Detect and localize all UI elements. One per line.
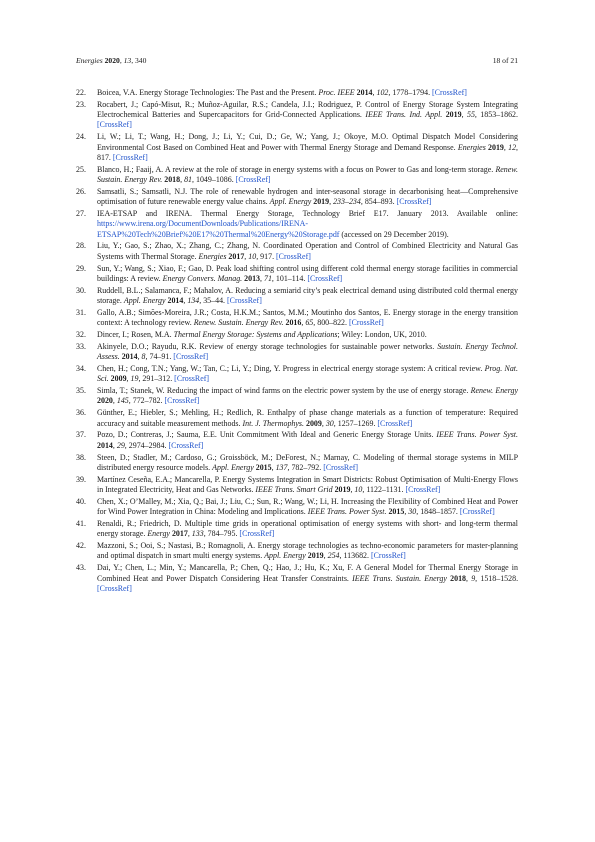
reference-year: 2014 bbox=[167, 296, 184, 306]
reference-text: , bbox=[404, 507, 409, 517]
reference-italic: 137 bbox=[275, 462, 288, 472]
reference-italic: 233–234 bbox=[333, 197, 361, 207]
reference-item bbox=[76, 563, 518, 594]
journal-volume: 13 bbox=[123, 56, 132, 65]
reference-italic: 65 bbox=[305, 318, 314, 328]
reference-italic: Proc. IEEE bbox=[318, 88, 355, 97]
crossref-link[interactable]: [CrossRef] bbox=[276, 251, 311, 261]
crossref-link[interactable]: [CrossRef] bbox=[239, 529, 275, 539]
reference-italic: 81 bbox=[184, 175, 193, 185]
reference-number: 37. bbox=[76, 430, 86, 440]
reference-text: , 2974–2984. bbox=[124, 440, 169, 450]
page-header bbox=[76, 56, 518, 68]
reference-year: 2018 bbox=[450, 573, 467, 583]
reference-text: , 1049–1086. bbox=[192, 175, 236, 185]
reference-italic: 134 bbox=[187, 296, 200, 306]
crossref-link[interactable]: [CrossRef] bbox=[432, 88, 467, 97]
crossref-link[interactable]: [CrossRef] bbox=[377, 418, 413, 428]
reference-number: 39. bbox=[76, 474, 86, 484]
reference-item bbox=[76, 165, 518, 186]
reference-italic: 9 bbox=[471, 573, 476, 583]
reference-text: , bbox=[260, 273, 264, 283]
reference-text: ; Wiley: London, UK, 2010. bbox=[337, 330, 427, 339]
reference-italic: IEEE Trans. Power Syst. bbox=[307, 507, 387, 517]
reference-number: 25. bbox=[76, 164, 86, 174]
reference-number: 43. bbox=[76, 563, 86, 573]
reference-italic: 145 bbox=[116, 396, 129, 406]
crossref-link[interactable]: [CrossRef] bbox=[97, 583, 132, 593]
reference-italic: Sustain. Energy Technol. Assess. bbox=[97, 341, 518, 362]
reference-italic: Appl. Energy bbox=[269, 197, 312, 207]
reference-italic: Renew. Sustain. Energy Rev. bbox=[193, 318, 284, 328]
reference-text: , bbox=[244, 251, 249, 261]
reference-text: Samsatli, S.; Samsatli, N.J. The role of renewable hydrogen and inter-seasonal storage in decarbonising heat—Comprehensive optimisation of future renewable energy value chains. bbox=[97, 186, 518, 207]
reference-italic: IEEE Trans. Smart Grid bbox=[255, 484, 333, 494]
reference-italic: 8 bbox=[141, 352, 146, 362]
reference-item bbox=[76, 408, 518, 429]
reference-text: IEA-ETSAP and IRENA. Thermal Energy Storage, Technology Brief E17. January 2013. Available online: bbox=[97, 209, 518, 218]
reference-number: 40. bbox=[76, 496, 86, 506]
reference-text: , 782–792. bbox=[287, 462, 324, 472]
reference-italic: 133 bbox=[191, 529, 204, 539]
reference-text: , 1518–1528. bbox=[475, 573, 519, 583]
reference-text: , 113682. bbox=[339, 551, 371, 561]
crossref-link[interactable]: [CrossRef] bbox=[459, 507, 495, 517]
reference-text: , bbox=[180, 175, 185, 185]
reference-text: Ruddell, B.L.; Salamanca, F.; Mahalov, A. Reducing a semiarid city’s peak electrical demand using distributed cold thermal energy storage. bbox=[97, 285, 518, 306]
crossref-link[interactable]: [CrossRef] bbox=[370, 551, 406, 561]
reference-text: Gallo, A.B.; Simões-Moreira, J.R.; Costa, H.K.M.; Santos, M.M.; Moutinho dos Santos, E. Energy storage in the energy transition context: A technology review. bbox=[97, 307, 518, 328]
reference-italic: Appl. Energy bbox=[212, 462, 254, 472]
reference-italic: 19 bbox=[130, 374, 139, 384]
reference-text: Chen, X.; O’Malley, M.; Xia, Q.; Bai, J.; Liu, C.; Sun, R.; Wang, W.; Li, H. Increasing the Flexibility of Combined Heat and Power for Wind Power Integration in China: Modeling and Implications. bbox=[97, 496, 518, 517]
reference-year: 2009 bbox=[305, 418, 322, 428]
reference-italic: Renew. Energy bbox=[470, 386, 518, 396]
crossref-link[interactable]: [CrossRef] bbox=[112, 152, 148, 162]
reference-text: Boicea, V.A. Energy Storage Technologies: The Past and the Present. bbox=[97, 88, 319, 97]
crossref-link[interactable]: [CrossRef] bbox=[396, 197, 432, 207]
reference-italic: Energy Convers. Manag. bbox=[162, 273, 243, 283]
reference-list bbox=[76, 88, 518, 596]
reference-year: 2015 bbox=[388, 507, 405, 517]
reference-year: 2019 bbox=[334, 484, 351, 494]
reference-number: 36. bbox=[76, 408, 86, 418]
reference-italic: 29 bbox=[116, 440, 125, 450]
article-number: 340 bbox=[135, 56, 147, 65]
reference-text: , 1122–1131. bbox=[362, 484, 406, 494]
reference-number: 41. bbox=[76, 518, 86, 528]
reference-text: , bbox=[187, 529, 192, 539]
reference-text: , bbox=[126, 374, 131, 384]
reference-item bbox=[76, 241, 518, 262]
reference-italic: 30 bbox=[408, 507, 417, 517]
reference-item bbox=[76, 364, 518, 385]
reference-text: , bbox=[372, 88, 377, 97]
reference-item bbox=[76, 286, 518, 307]
reference-italic: Renew. Sustain. Energy Rev. bbox=[97, 164, 518, 185]
reference-number: 31. bbox=[76, 307, 86, 317]
reference-url-link[interactable]: https://www.irena.org/DocumentDownloads/Publications/IRENA-ETSAP%20Tech%20Brief%20E17%20Thermal%20Energy%20Storage.pdf bbox=[97, 219, 340, 239]
reference-item bbox=[76, 100, 518, 131]
reference-text: Mazzoni, S.; Ooi, S.; Nastasi, B.; Romagnoli, A. Energy storage technologies as techno-economic parameters for master-planning and optimal dispatch in smart multi energy systems. bbox=[97, 541, 518, 561]
reference-text: Pozo, D.; Contreras, J.; Sauma, E.E. Unit Commitment With Ideal and Generic Energy Storage Units. bbox=[97, 430, 437, 440]
reference-item bbox=[76, 330, 518, 340]
reference-item bbox=[76, 497, 518, 518]
reference-item bbox=[76, 342, 518, 363]
reference-italic: 10 bbox=[248, 251, 257, 261]
reference-italic: 30 bbox=[325, 418, 334, 428]
reference-year: 2018 bbox=[164, 175, 181, 185]
reference-text: Li, W.; Li, T.; Wang, H.; Dong, J.; Li, Y.; Cui, D.; Ge, W.; Yang, J.; Okoye, M.O. Optimal Dispatch Model Considering Environmental Cost Based on Combined Heat and Power with Thermal Energy Storage and Demand Response. bbox=[97, 132, 518, 152]
reference-text: Rocabert, J.; Capó-Misut, R.; Muñoz-Aguilar, R.S.; Candela, J.I.; Rodriguez, P. Control of Energy Storage System Integrating Electrochemical Batteries and Supercapacitors for Grid-Connected Applications. bbox=[97, 99, 518, 120]
reference-year: 2015 bbox=[255, 462, 272, 472]
reference-text: , bbox=[503, 142, 509, 152]
reference-italic: IEEE Trans. Ind. Appl. bbox=[365, 110, 443, 120]
reference-text: Martínez Ceseña, E.A.; Mancarella, P. Energy Systems Integration in Smart Districts: Robust Optimisation of Multi-Energy Flows in Integrated Electricity, Heat and Gas Networks. bbox=[97, 474, 518, 494]
crossref-link[interactable]: [CrossRef] bbox=[405, 484, 441, 494]
reference-text: , bbox=[323, 551, 328, 561]
reference-italic: 10 bbox=[354, 484, 363, 494]
reference-item bbox=[76, 209, 518, 240]
reference-text: , 101–114. bbox=[271, 273, 308, 283]
crossref-link[interactable]: [CrossRef] bbox=[307, 273, 343, 283]
reference-text: , bbox=[321, 418, 326, 428]
journal-citation: Energies 2020, 13, 340 bbox=[76, 56, 147, 65]
reference-text: Akinyele, D.O.; Rayudu, R.K. Review of energy storage technologies for sustainable power networks. bbox=[97, 341, 438, 351]
crossref-link[interactable]: [CrossRef] bbox=[168, 440, 204, 450]
reference-text: , 784–795. bbox=[203, 529, 240, 539]
reference-number: 26. bbox=[76, 186, 86, 196]
reference-year: 2014 bbox=[121, 352, 138, 362]
reference-number: 28. bbox=[76, 241, 86, 251]
reference-year: 2019 bbox=[445, 110, 462, 120]
reference-item bbox=[76, 430, 518, 451]
reference-italic: 254 bbox=[327, 551, 340, 561]
reference-item bbox=[76, 187, 518, 208]
crossref-link[interactable]: [CrossRef] bbox=[173, 352, 209, 362]
reference-text: , bbox=[137, 352, 142, 362]
reference-year: 2009 bbox=[110, 374, 127, 384]
reference-number: 29. bbox=[76, 263, 86, 273]
reference-text: , 800–822. bbox=[313, 318, 349, 328]
reference-number: 27. bbox=[76, 209, 86, 218]
reference-item bbox=[76, 308, 518, 329]
crossref-link[interactable]: [CrossRef] bbox=[348, 318, 384, 328]
reference-italic: Prog. Nat. Sci. bbox=[97, 363, 518, 384]
reference-text: , bbox=[329, 197, 334, 207]
reference-text: , bbox=[183, 296, 188, 306]
reference-number: 24. bbox=[76, 132, 86, 142]
reference-text: , 772–782. bbox=[128, 396, 165, 406]
reference-number: 33. bbox=[76, 341, 86, 351]
reference-number: 38. bbox=[76, 452, 86, 462]
reference-item bbox=[76, 475, 518, 496]
crossref-link[interactable]: [CrossRef] bbox=[235, 175, 271, 185]
reference-text: , bbox=[112, 396, 117, 406]
reference-text: , bbox=[466, 573, 472, 583]
reference-item bbox=[76, 88, 518, 98]
reference-year: 2017 bbox=[228, 251, 245, 261]
reference-text: Sun, Y.; Wang, S.; Xiao, F.; Gao, D. Peak load shifting control using different cold thermal energy storage facilities in commercial buildings: A review. bbox=[97, 263, 518, 283]
reference-text: , bbox=[461, 110, 467, 120]
reference-italic: Int. J. Thermophys. bbox=[242, 418, 304, 428]
reference-text: , 917. bbox=[256, 251, 277, 261]
reference-italic: Energies bbox=[457, 142, 486, 152]
reference-text: , 1853–1862. bbox=[474, 110, 519, 120]
reference-text: Dincer, I.; Rosen, M.A. bbox=[97, 330, 174, 339]
reference-year: 2013 bbox=[244, 273, 261, 283]
crossref-link[interactable]: [CrossRef] bbox=[174, 374, 210, 384]
reference-italic: 12 bbox=[508, 142, 517, 152]
reference-text: Simla, T.; Stanek, W. Reducing the impact of wind farms on the electric power system by the use of energy storage. bbox=[97, 386, 471, 396]
reference-year: 2014 bbox=[97, 440, 113, 450]
reference-item bbox=[76, 453, 518, 474]
reference-item bbox=[76, 519, 518, 540]
reference-text: Steen, D.; Stadler, M.; Cardoso, G.; Groissböck, M.; DeForest, N.; Marnay, C. Modeling of thermal storage systems in MILP distributed energy resource models. bbox=[97, 452, 518, 472]
reference-italic: 102 bbox=[376, 88, 389, 97]
reference-text: , bbox=[271, 462, 276, 472]
reference-text: Günther, E.; Hiebler, S.; Mehling, H.; Redlich, R. Enthalpy of phase change materials as a function of temperature: Required accuracy and suitable measurement methods. bbox=[97, 408, 518, 428]
reference-number: 35. bbox=[76, 386, 86, 396]
reference-italic: Energies bbox=[198, 251, 227, 261]
reference-text: (accessed on 29 December 2019). bbox=[339, 229, 449, 239]
crossref-link[interactable]: [CrossRef] bbox=[97, 120, 132, 130]
reference-number: 32. bbox=[76, 330, 86, 339]
reference-year: 2019 bbox=[313, 197, 330, 207]
reference-year: 2016 bbox=[285, 318, 302, 328]
reference-number: 30. bbox=[76, 285, 86, 295]
reference-number: 22. bbox=[76, 88, 86, 97]
reference-text: , 291–312. bbox=[138, 374, 175, 384]
reference-year: 2014 bbox=[356, 88, 373, 97]
reference-text: , 817. bbox=[97, 142, 519, 162]
journal-year: 2020 bbox=[104, 56, 120, 65]
reference-text: Renaldi, R.; Friedrich, D. Multiple time grids in operational optimisation of energy systems with short- and long-term thermal energy storage. bbox=[97, 518, 518, 539]
reference-text: , 854–893. bbox=[360, 197, 397, 207]
crossref-link[interactable]: [CrossRef] bbox=[164, 396, 200, 406]
reference-number: 23. bbox=[76, 99, 86, 109]
crossref-link[interactable]: [CrossRef] bbox=[323, 462, 359, 472]
reference-text: Chen, H.; Cong, T.N.; Yang, W.; Tan, C.; Li, Y.; Ding, Y. Progress in electrical energy storage system: A critical review. bbox=[97, 363, 485, 373]
page-number: 18 of 21 bbox=[492, 56, 518, 65]
reference-italic: Appl. Energy bbox=[123, 296, 166, 306]
reference-item bbox=[76, 264, 518, 285]
reference-item bbox=[76, 386, 518, 407]
reference-text: , 1848–1857. bbox=[416, 507, 460, 517]
reference-italic: Energy bbox=[147, 529, 170, 539]
reference-text: , 1257–1269. bbox=[333, 418, 378, 428]
crossref-link[interactable]: [CrossRef] bbox=[227, 296, 262, 306]
reference-text: , bbox=[350, 484, 355, 494]
reference-italic: 55 bbox=[466, 110, 475, 120]
reference-text: , 1778–1794. bbox=[388, 88, 433, 97]
reference-italic: Thermal Energy Storage: Systems and Applications bbox=[173, 330, 338, 339]
reference-text: Liu, Y.; Gao, S.; Zhao, X.; Zhang, C.; Zhang, N. Coordinated Operation and Control of Combined Electricity and Natural Gas Systems with Thermal Storage. bbox=[97, 241, 518, 261]
reference-item bbox=[76, 541, 518, 562]
reference-italic: Appl. Energy bbox=[264, 551, 306, 561]
reference-number: 42. bbox=[76, 541, 86, 551]
reference-text: , 74–91. bbox=[145, 352, 174, 362]
reference-italic: 71 bbox=[263, 273, 272, 283]
reference-item bbox=[76, 132, 518, 163]
reference-year: 2019 bbox=[307, 551, 324, 561]
reference-text: , bbox=[112, 440, 117, 450]
reference-text: , 35–44. bbox=[199, 296, 227, 306]
reference-number: 34. bbox=[76, 363, 86, 373]
reference-text: Blanco, H.; Faaij, A. A review at the role of storage in energy systems with a focus on Power to Gas and long-term storage. bbox=[97, 164, 496, 174]
reference-year: 2019 bbox=[488, 142, 504, 152]
reference-text: , bbox=[301, 318, 306, 328]
reference-year: 2020 bbox=[97, 396, 113, 406]
reference-year: 2017 bbox=[171, 529, 188, 539]
journal-name: Energies bbox=[76, 56, 103, 65]
reference-italic: IEEE Trans. Sustain. Energy bbox=[352, 573, 447, 583]
reference-text: Dai, Y.; Chen, L.; Min, Y.; Mancarella, P.; Chen, Q.; Hao, J.; Hu, K.; Xu, F. A General Model for Thermal Energy Storage in Combined Heat and Power Dispatch Considering Heat Transfer Constraints. bbox=[97, 563, 518, 583]
reference-italic: IEEE Trans. Power Syst. bbox=[436, 430, 518, 440]
